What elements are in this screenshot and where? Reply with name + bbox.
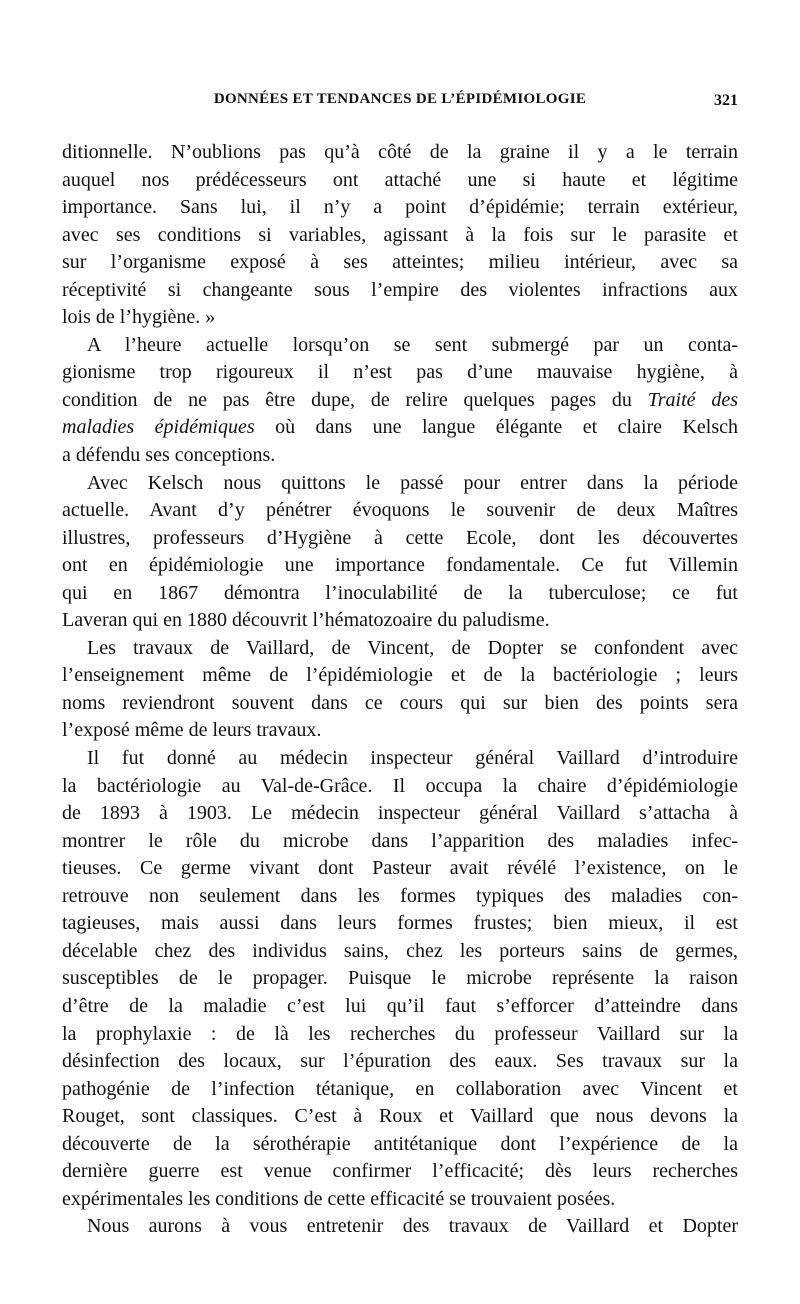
text-line: Rouget, sont classiques. C’est à Roux et Vaillard que nous devons la	[62, 1105, 738, 1128]
running-head	[62, 91, 738, 117]
page-number: 321	[714, 92, 738, 109]
text-line: lois de l’hygiène. »	[62, 306, 216, 329]
text-line: gionisme trop rigoureux il n’est pas d’une mauvaise hygiène, à	[62, 361, 738, 384]
text-line: noms reviendront souvent dans ce cours qui sur bien des points sera	[62, 691, 738, 714]
text-line: montrer le rôle du microbe dans l’apparition des maladies infec-	[62, 829, 738, 852]
text-line: dernière guerre est venue confirmer l’efficacité; dès leurs recherches	[62, 1160, 738, 1183]
text-line: expérimentales les conditions de cette efficacité se trouvaient posées.	[62, 1187, 616, 1210]
text-line: qui en 1867 démontra l’inoculabilité de la tuberculose; ce fut	[62, 581, 738, 604]
text-line: susceptibles de le propager. Puisque le microbe représente la raison	[62, 967, 738, 990]
text-line: auquel nos prédécesseurs ont attaché une si haute et légitime	[62, 168, 738, 191]
text-line: pathogénie de l’infection tétanique, en collaboration avec Vincent et	[62, 1077, 738, 1100]
text-line: réceptivité si changeante sous l’empire des violentes infractions aux	[62, 278, 738, 301]
text-line: tieuses. Ce germe vivant dont Pasteur avait révélé l’existence, on le	[62, 857, 738, 880]
text-line: d’être de la maladie c’est lui qu’il faut s’efforcer d’atteindre dans	[62, 994, 738, 1017]
running-title: DONNÉES ET TENDANCES DE L’ÉPIDÉMIOLOGIE	[213, 91, 587, 107]
text-line: la bactériologie au Val-de-Grâce. Il occupa la chaire d’épidémiologie	[62, 774, 738, 797]
text-line: condition de ne pas être dupe, de relire quelques pages du Traité des	[62, 388, 738, 411]
text-line: ditionnelle. N’oublions pas qu’à côté de la graine il y a le terrain	[62, 141, 738, 163]
text-line: maladies épidémiques où dans une langue élégante et claire Kelsch	[62, 416, 738, 439]
text-line: l’exposé même de leurs travaux.	[62, 719, 322, 742]
text-line: la prophylaxie : de là les recherches du professeur Vaillard sur la	[62, 1022, 738, 1045]
text-line: tagieuses, mais aussi dans leurs formes frustes; bien mieux, il est	[62, 912, 738, 935]
text-line: décelable chez des individus sains, chez les porteurs sains de germes,	[62, 939, 738, 962]
text-line: désinfection des locaux, sur l’épuration des eaux. Ses travaux sur la	[62, 1050, 738, 1073]
text-line: sur l’organisme exposé à ses atteintes; milieu intérieur, avec sa	[62, 251, 738, 274]
text-line: A l’heure actuelle lorsqu’on se sent submergé par un conta-	[87, 333, 738, 356]
text-line: a défendu ses conceptions.	[62, 444, 276, 467]
text-line: retrouve non seulement dans les formes typiques des maladies con-	[62, 884, 738, 907]
italic-title: Traité des	[647, 388, 738, 411]
text-line: Les travaux de Vaillard, de Vincent, de Dopter se confondent avec	[87, 636, 738, 659]
text-line: Nous aurons à vous entretenir des travaux de Vaillard et Dopter	[87, 1215, 738, 1238]
text-line: Avec Kelsch nous quittons le passé pour entrer dans la période	[87, 471, 738, 494]
text-line: Laveran qui en 1880 découvrit l’hématozoaire du paludisme.	[62, 609, 550, 632]
text-line: découverte de la sérothérapie antitétanique dont l’expérience de la	[62, 1132, 738, 1155]
text-line: ont en épidémiologie une importance fondamentale. Ce fut Villemin	[62, 554, 738, 577]
text-line: avec ses conditions si variables, agissant à la fois sur le parasite et	[62, 223, 738, 246]
body-text	[62, 139, 738, 1241]
text-line: illustres, professeurs d’Hygiène à cette Ecole, dont les découvertes	[62, 526, 738, 549]
italic-title: maladies épidémiques	[62, 416, 255, 439]
text-line: l’enseignement même de l’épidémiologie et de la bactériologie ; leurs	[62, 664, 738, 687]
text-line: Il fut donné au médecin inspecteur général Vaillard d’introduire	[87, 747, 738, 770]
text-line: de 1893 à 1903. Le médecin inspecteur général Vaillard s’attacha à	[62, 802, 738, 825]
text-line: actuelle. Avant d’y pénétrer évoquons le souvenir de deux Maîtres	[62, 499, 738, 522]
text-line: importance. Sans lui, il n’y a point d’épidémie; terrain extérieur,	[62, 196, 738, 219]
